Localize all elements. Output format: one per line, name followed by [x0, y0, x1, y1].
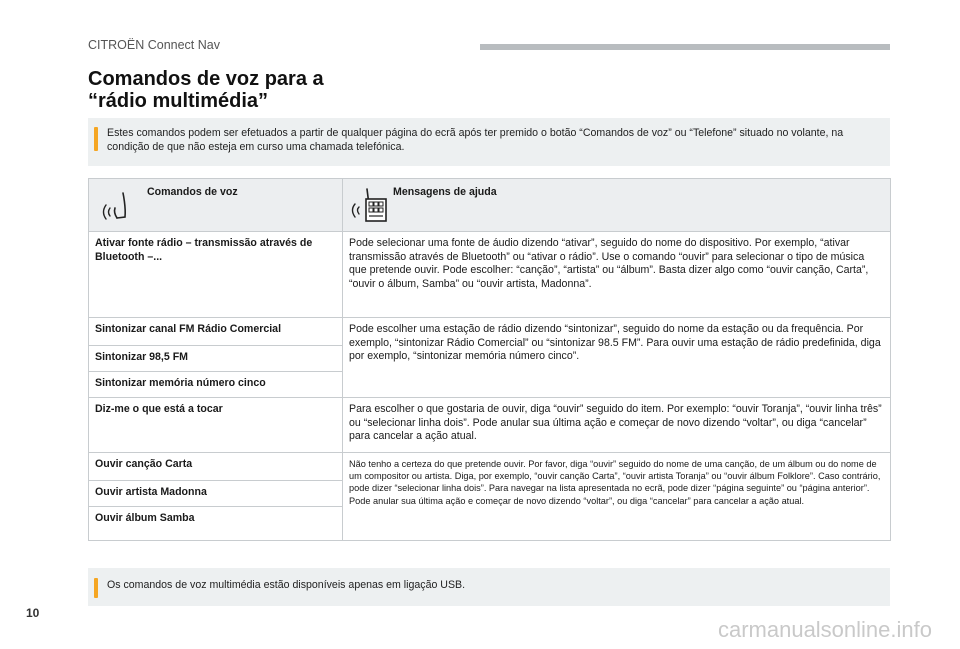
- info-note-top-text: Estes comandos podem ser efetuados a partir de qualquer página do ecrã após ter premido o botão “Comandos de voz” ou “Telefone” situado no volante, na condição de que não esteja em curso uma chamada telefónica.: [107, 127, 844, 153]
- info-marker-icon: [94, 127, 98, 151]
- help-cell: Não tenho a certeza do que pretende ouvir. Por favor, diga “ouvir” seguido do nome de uma canção, de um álbum ou do nome de um compositor ou artista. Diga, por exemplo, “ouvir canção Carta”, “ouvir artista Toranja” ou “ouvir álbum Folklore”. Caso contrário, pode dizer “selecionar linha dois”. Para navegar na lista apresentada no ecrã, pode dizer “página seguinte” ou “página anterior”. Pode anular sua última ação e começar de novo dizendo “voltar”, ou diga “cancelar” para cancelar a ação atual.: [343, 453, 891, 541]
- command-cell: Sintonizar 98,5 FM: [89, 346, 343, 372]
- command-cell: Ouvir artista Madonna: [89, 481, 343, 507]
- header-commands: [89, 179, 343, 232]
- info-note-bottom: [88, 568, 890, 606]
- brand-header: CITROËN Connect Nav: [88, 38, 220, 52]
- voice-help-icon: [349, 185, 389, 225]
- command-cell: Ouvir canção Carta: [89, 453, 343, 481]
- watermark: carmanualsonline.info: [717, 617, 932, 642]
- table-row: [89, 232, 891, 318]
- page-title-line2: “rádio multimédia”: [88, 90, 269, 112]
- voice-commands-table: [88, 178, 891, 541]
- table-row: [89, 453, 891, 481]
- command-cell: Ouvir álbum Samba: [89, 507, 343, 541]
- page-title: [88, 68, 324, 112]
- command-cell: Sintonizar memória número cinco: [89, 372, 343, 398]
- header-divider-bar: [480, 44, 890, 50]
- table-row: [89, 318, 891, 346]
- page-title-line1: Comandos de voz para a: [88, 68, 324, 90]
- info-note-bottom-text: Os comandos de voz multimédia estão disponíveis apenas em ligação USB.: [107, 579, 466, 591]
- header-help: [343, 179, 891, 232]
- header-help-label: Mensagens de ajuda: [393, 186, 497, 198]
- command-cell: Diz-me o que está a tocar: [89, 398, 343, 453]
- command-cell: Sintonizar canal FM Rádio Comercial: [89, 318, 343, 346]
- header-commands-label: Comandos de voz: [147, 186, 238, 198]
- voice-command-icon: [101, 187, 137, 225]
- help-cell: Pode escolher uma estação de rádio dizendo “sintonizar”, seguido do nome da estação ou da frequência. Por exemplo, “sintonizar Rádio Comercial” ou “sintonizar 98.5 FM”. Para ouvir uma estação de rádio predefinida, diga por exemplo, “sintonizar memória número cinco”.: [343, 318, 891, 398]
- help-cell: Para escolher o que gostaria de ouvir, diga “ouvir” seguido do item. Por exemplo: “ouvir Toranja”, “ouvir linha três” ou “selecionar linha dois”. Pode anular sua última ação e começar de novo dizendo “voltar”, ou diga “cancelar” para cancelar a ação atual.: [343, 398, 891, 453]
- command-cell: Ativar fonte rádio – transmissão através de Bluetooth –...: [89, 232, 343, 318]
- page-number: 10: [26, 606, 40, 620]
- info-marker-icon: [94, 578, 98, 598]
- help-cell: Pode selecionar uma fonte de áudio dizendo “ativar”, seguido do nome do dispositivo. Por exemplo, “ativar transmissão através de Bluetooth” ou “ativar o rádio”. Use o comando “ouvir” para selecionar o tipo de música que pretende ouvir. Pode escolher: “canção”, “artista” ou “álbum”. Basta dizer algo como “ouvir canção, Carta”, “ouvir o álbum, Samba” ou “ouvir artista, Madonna”.: [343, 232, 891, 318]
- table-row: [89, 398, 891, 453]
- info-note-top: [88, 118, 890, 166]
